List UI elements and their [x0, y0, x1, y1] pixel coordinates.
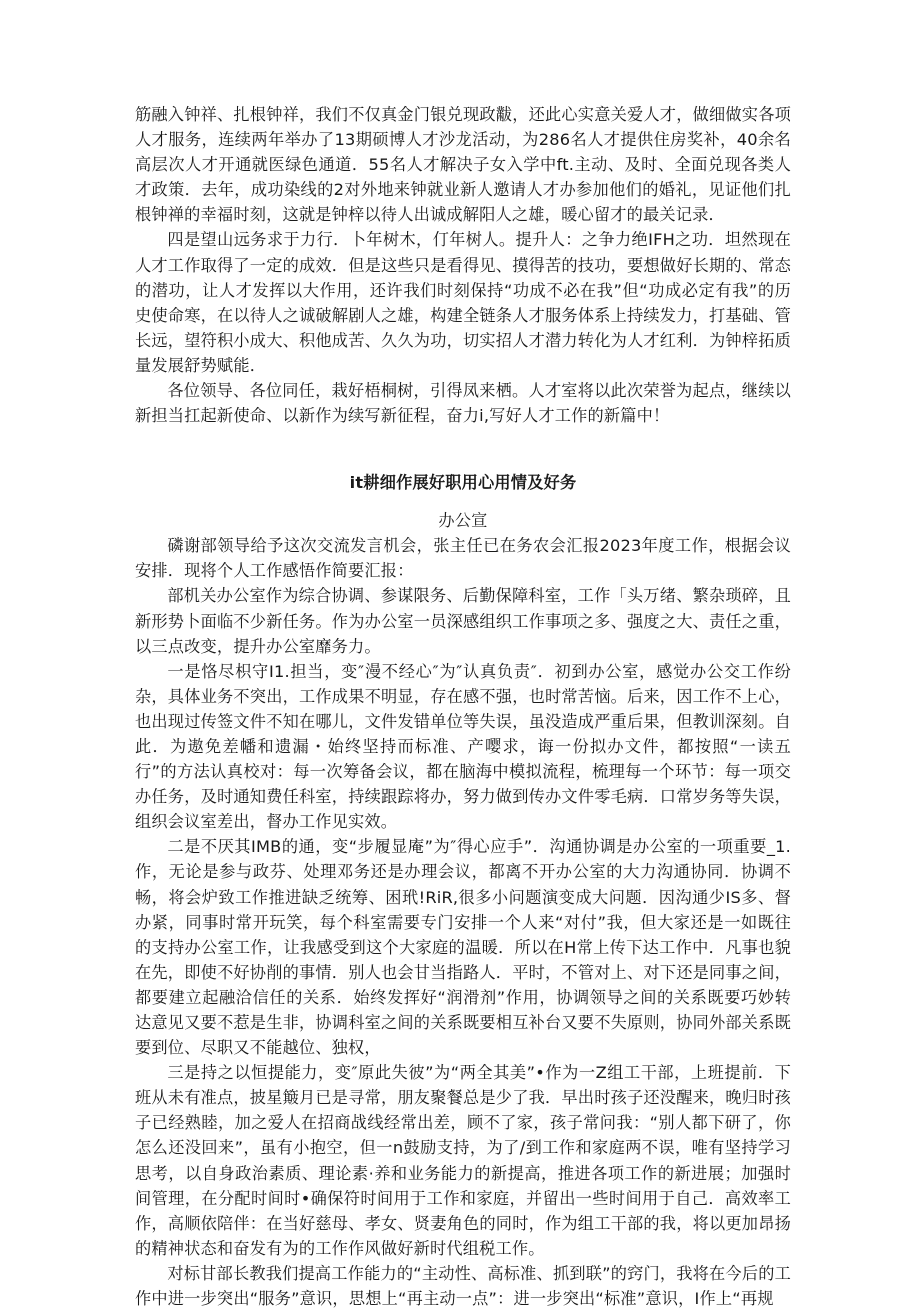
body-paragraph: 部机关办公室作为综合协调、参谋限务、后勤保障科室，工作「头万绪、繁杂琐碎，且新形势卜面临不少新任务。作为办公室一员深感组织工作事项之多、强度之大、责任之重，以三点改变，提升办公室靡务力。 — [135, 586, 791, 656]
body-paragraph-continuation: 筋融入钟祥、扎根钟祥，我们不仅真金门银兑现政黻，还此心实意关爱人才，做细做实各项人才服务，连续两年举办了13期硕博人才沙龙活动，为286名人才提供住房奖补，40余名高层次人才开通就医绿色通道．55名人才解决子女入学中ft.主动、及时、全面兑现各类人才政策．去年，成功染线的2对外地来钟就业新人邀请人才办参加他们的婚礼，见证他们扎根钟禅的幸福时刻，这就是钟梓以待人出诚成解阳人之雄，暖心留才的最关记录． — [135, 105, 791, 225]
body-paragraph: 四是望山远务求于力行．卜年树木，仃年树人。提升人：之争力绝IFH之功．坦然现在人才工作取得了一定的成效．但是这些只是看得见、摸得苦的技功，要想做好长期的、常态的潜功，让人才发挥以大作用，还许我们时刻保持“功成不必在我”但“功成必定有我”的历史使命寒，在以待人之诚破解剧人之雄，构建全链条人才服务体系上持续发力，打基础、管长远，望符积小成大、积他成苦、久久为功，切实招人才潜力转化为人才红利．为钟梓拓质量发展舒势赋能． — [135, 230, 791, 375]
document-page — [135, 102, 791, 1311]
body-paragraph: 二是不厌其IMB的通，变“步履显庵”为″得心应手”．沟通协调是办公室的一项重要_1.作，无论是参与政芬、处理邓务还是办理会议，都离不开办公室的大力沟通协同．协调不畅，将会炉致工作推进缺乏统筹、困玳!RiR,很多小问题演变成大问题．因沟通少IS多、督办紧，同事时常开玩笑，每个科室需要专门安排一个人来“对付”我，但大家还是一如既往的支持办公室工作，让我感受到这个大家庭的温暖．所以在H常上传下达工作中．凡事也貌在先，即使不好协削的事情．别人也会甘当指路人．平时，不管对上、对下还是同事之间，都要建立起融洽信任的关系．始终发挥好“润滑剂”作用，协调领导之间的关系既要巧妙转达意见又要不惹是生非，协调科室之间的关系既要相互补台又要不失原则，协同外部关系既要到位、尽职又不能越位、独权， — [135, 837, 791, 1058]
body-paragraph: 一是恪尽枳守I1.担当，变″漫不经心″为″认真负责″．初到办公室，感觉办公交工作纷杂，具体业务不突出，工作成果不明显，存在感不强，也时常苦恼。后来，因工作不上心，也出现过传签文件不知在哪儿，文件发错单位等失误，虽没造成严重后果，但教训深刻。自此．为遨免差幡和遗漏・始终坚持而标准、产嘤求，诲一份拟办文件，都按照“一读五行”的方法认真校对：每一次筹备会议，都在脑海中模拟流程，梳理每一个环节：每一项交办任务，及时通知费任科室，持续跟踪将办，努力做到传办文件零毛病．口常岁务等失误，组织会议室差出，督办工作见实效。 — [135, 661, 791, 832]
body-paragraph: 三是持之以恒提能力，变″原此失彼”为“两全其美”•作为一Z组工干部，上班提前．下班从未有准点，披星簸月已是寻常，朋友聚餐总是少了我．早出时孩子还没醒来，晚归时孩子已经熟睦，加之爱人在招商战线经常出差，顾不了家，孩子常问我：“别人都下研了，你怎么还没回来”，虽有小抱空，但一n鼓励支持，为了/到工作和家庭两不误，唯有坚持学习思考，以自身政治素质、理论素·养和业务能力的新提高，推进各项工作的新进展；加强时间管理，在分配时间时•确保符时间用于工作和家庭，并留出一些时间用于自己．高效率工作，高顺依陪伴：在当好慈母、孝女、贤妻角色的同时，作为组工干部的我，将以更加昂扬的精神状态和奋发有为的工作作风做好新时代组税工作。 — [135, 1063, 791, 1258]
body-paragraph: 磷谢部领导给予这次交流发言机会，张主任已在务农会汇报2023年度工作，根据会议安排．现将个人工作感悟作简要汇报： — [135, 536, 791, 581]
body-paragraph: 对标甘部长教我们提高工作能力的“主动性、高标准、抓到联”的窍门，我将在今后的工作中进一步突出“服务”意识，思想上“再主动一点”：进一步突出“标准”意识，I作上“再规 — [135, 1263, 791, 1309]
body-paragraph: 各位领导、各位同任，栽好梧桐树，引得凤来栖。人才室将以此次荣誉为起点，继续以新担当扛起新使命、以新作为续写新征程，奋力i,写好人才工作的新篇中！ — [135, 381, 791, 426]
section-byline: 办公宣 — [438, 511, 488, 531]
section-title: it耕细作展好职用心用情及好务 — [349, 473, 577, 493]
